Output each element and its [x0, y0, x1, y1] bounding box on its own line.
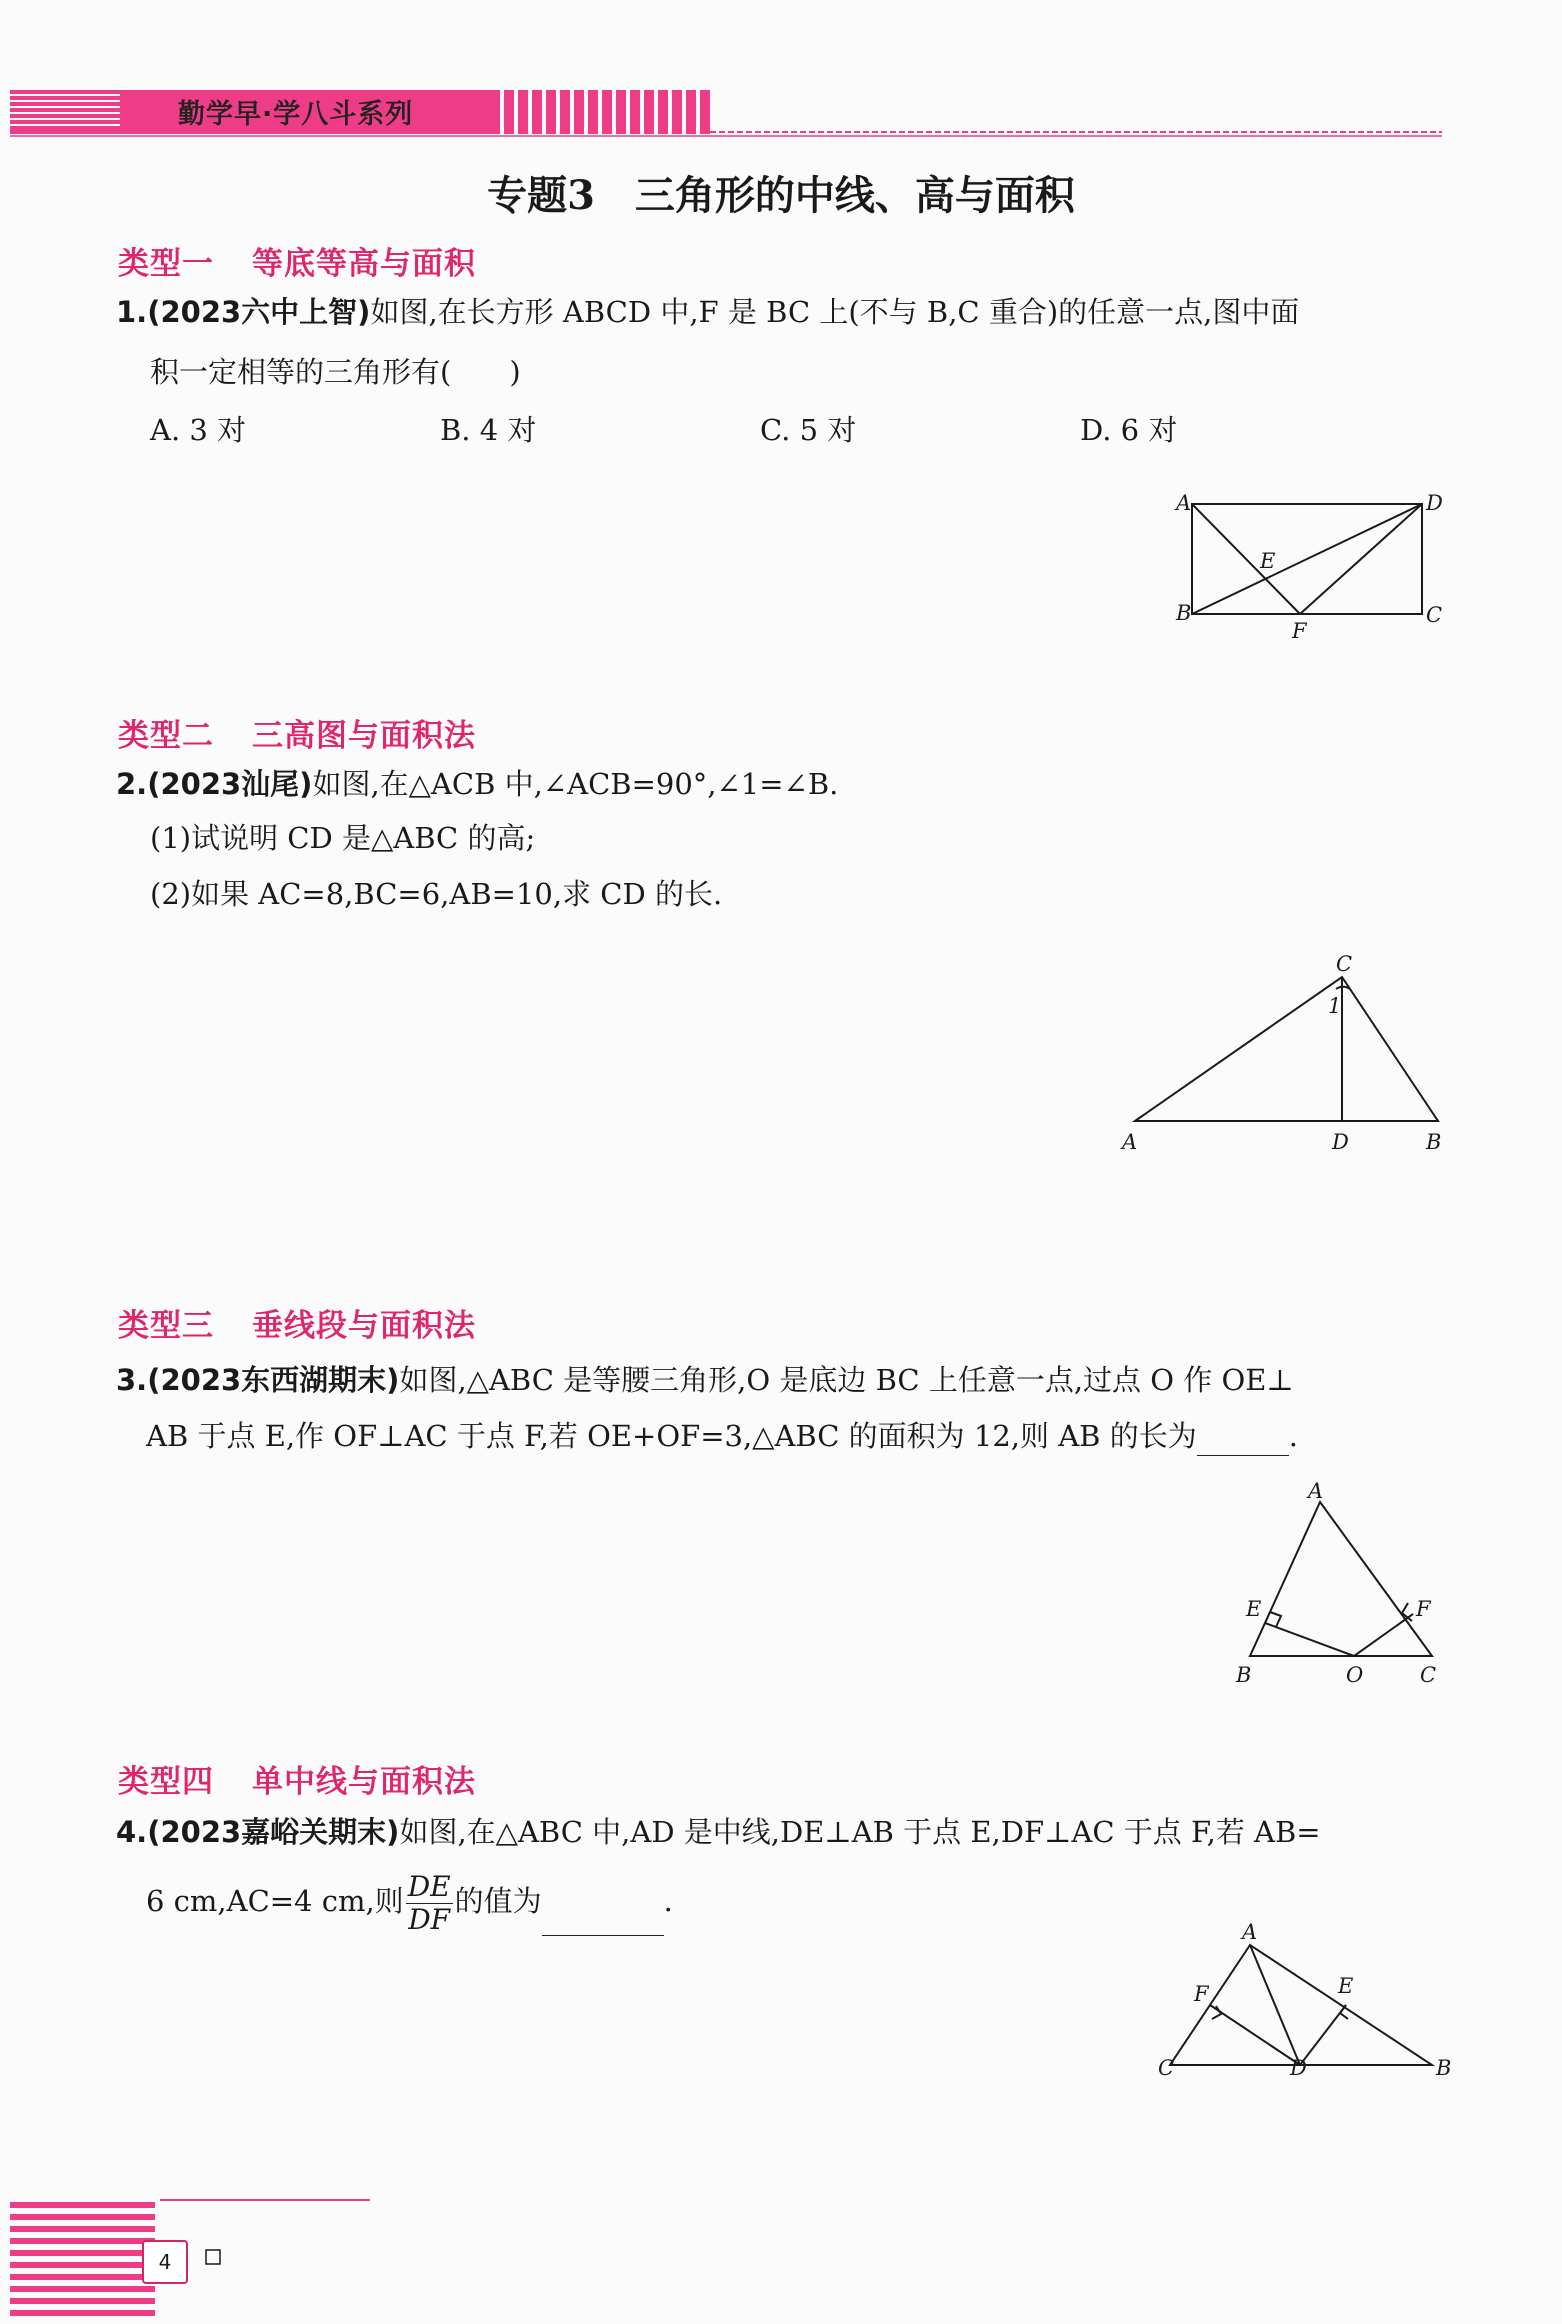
type-label: 类型二: [118, 718, 214, 754]
type-name: 单中线与面积法: [252, 1764, 476, 1800]
type-heading-2: [118, 710, 476, 755]
question-2-part-2: (2)如果 AC=8,BC=6,AB=10,求 CD 的长.: [150, 877, 723, 911]
question-text: 6 cm,AC=4 cm,则: [146, 1884, 404, 1918]
label-d: D: [1426, 491, 1443, 515]
question-2-line-1: [116, 764, 838, 804]
question-1-line-2: 积一定相等的三角形有( ): [150, 355, 521, 389]
type-label: 类型一: [118, 246, 214, 282]
figure-rectangle-abcd: [1160, 480, 1460, 650]
label-e: E: [1260, 549, 1276, 573]
question-number: 2.: [116, 767, 148, 801]
option-a: A. 3 对: [150, 413, 247, 447]
type-heading-4: [118, 1756, 476, 1801]
type-label: 类型四: [118, 1764, 214, 1800]
period: .: [1288, 1419, 1298, 1453]
page-number: 4: [142, 2240, 188, 2284]
question-source: (2023六中上智): [147, 295, 371, 329]
label-a: A: [1242, 1920, 1258, 1944]
label-d: D: [1290, 2056, 1307, 2080]
label-e: E: [1246, 1597, 1262, 1621]
label-c: C: [1336, 952, 1353, 976]
label-d: D: [1332, 1130, 1349, 1154]
label-b: B: [1436, 2056, 1452, 2080]
type-label: 类型三: [118, 1308, 214, 1344]
label-f: F: [1292, 619, 1307, 643]
type-name: 等底等高与面积: [252, 246, 476, 282]
label-c: C: [1426, 603, 1443, 627]
option-b: B. 4 对: [440, 413, 537, 447]
type-name: 三高图与面积法: [252, 718, 476, 754]
fraction-denominator: DF: [408, 1902, 451, 1936]
label-f: F: [1194, 1982, 1209, 2006]
fraction-de-over-df: [406, 1871, 453, 1936]
label-c: C: [1420, 1663, 1437, 1687]
question-4-line-2: [146, 1866, 673, 1936]
footer-stripes: [0, 2190, 400, 2324]
type-heading-1: [118, 238, 476, 283]
question-4-line-1: [116, 1812, 1321, 1852]
fraction-numerator: DE: [407, 1869, 451, 1903]
label-c: C: [1158, 2056, 1175, 2080]
label-a: A: [1122, 1130, 1138, 1154]
question-text: 如图,在△ACB 中,∠ACB=90°,∠1=∠B.: [312, 767, 839, 801]
question-text: AB 于点 E,作 OF⊥AC 于点 F,若 OE+OF=3,△ABC 的面积为 12,则 AB 的长为: [146, 1419, 1197, 1453]
answer-blank[interactable]: [1197, 1425, 1289, 1456]
topic-title: 专题3 三角形的中线、高与面积: [487, 172, 1075, 219]
type-name: 垂线段与面积法: [252, 1308, 476, 1344]
question-text: 如图,在△ABC 中,AD 是中线,DE⊥AB 于点 E,DF⊥AC 于点 F,若 AB=: [399, 1815, 1321, 1849]
label-o: O: [1346, 1663, 1364, 1687]
answer-blank[interactable]: [542, 1895, 664, 1936]
question-3-line-2: [146, 1416, 1298, 1456]
question-source: (2023嘉峪关期末): [147, 1815, 400, 1849]
label-a: A: [1176, 491, 1192, 515]
figure-isosceles-triangle: [1220, 1480, 1460, 1700]
label-b: B: [1176, 601, 1192, 625]
label-b: B: [1236, 1663, 1252, 1687]
question-2-part-1: (1)试说明 CD 是△ABC 的高;: [150, 821, 536, 855]
period: .: [663, 1884, 673, 1918]
question-source: (2023汕尾): [147, 767, 313, 801]
question-text: 的值为: [454, 1884, 542, 1918]
label-e: E: [1338, 1974, 1354, 1998]
question-text: 如图,△ABC 是等腰三角形,O 是底边 BC 上任意一点,过点 O 作 OE⊥: [399, 1363, 1294, 1397]
series-title: 勤学早·学八斗系列: [178, 99, 414, 130]
option-c: C. 5 对: [760, 413, 857, 447]
question-3-line-1: [116, 1360, 1294, 1400]
type-heading-3: [118, 1300, 476, 1345]
label-angle-1: 1: [1328, 994, 1342, 1018]
figure-triangle-median: [1150, 1915, 1460, 2095]
figure-right-triangle-acb: [1110, 945, 1450, 1165]
question-1-line-1: [116, 292, 1299, 332]
label-f: F: [1416, 1597, 1431, 1621]
question-source: (2023东西湖期末): [147, 1363, 400, 1397]
question-number: 4.: [116, 1815, 148, 1849]
question-number: 3.: [116, 1363, 148, 1397]
label-a: A: [1308, 1480, 1324, 1503]
option-d: D. 6 对: [1080, 413, 1178, 447]
question-text: 如图,在长方形 ABCD 中,F 是 BC 上(不与 B,C 重合)的任意一点,图中面: [370, 295, 1300, 329]
question-number: 1.: [116, 295, 148, 329]
label-b: B: [1426, 1130, 1442, 1154]
